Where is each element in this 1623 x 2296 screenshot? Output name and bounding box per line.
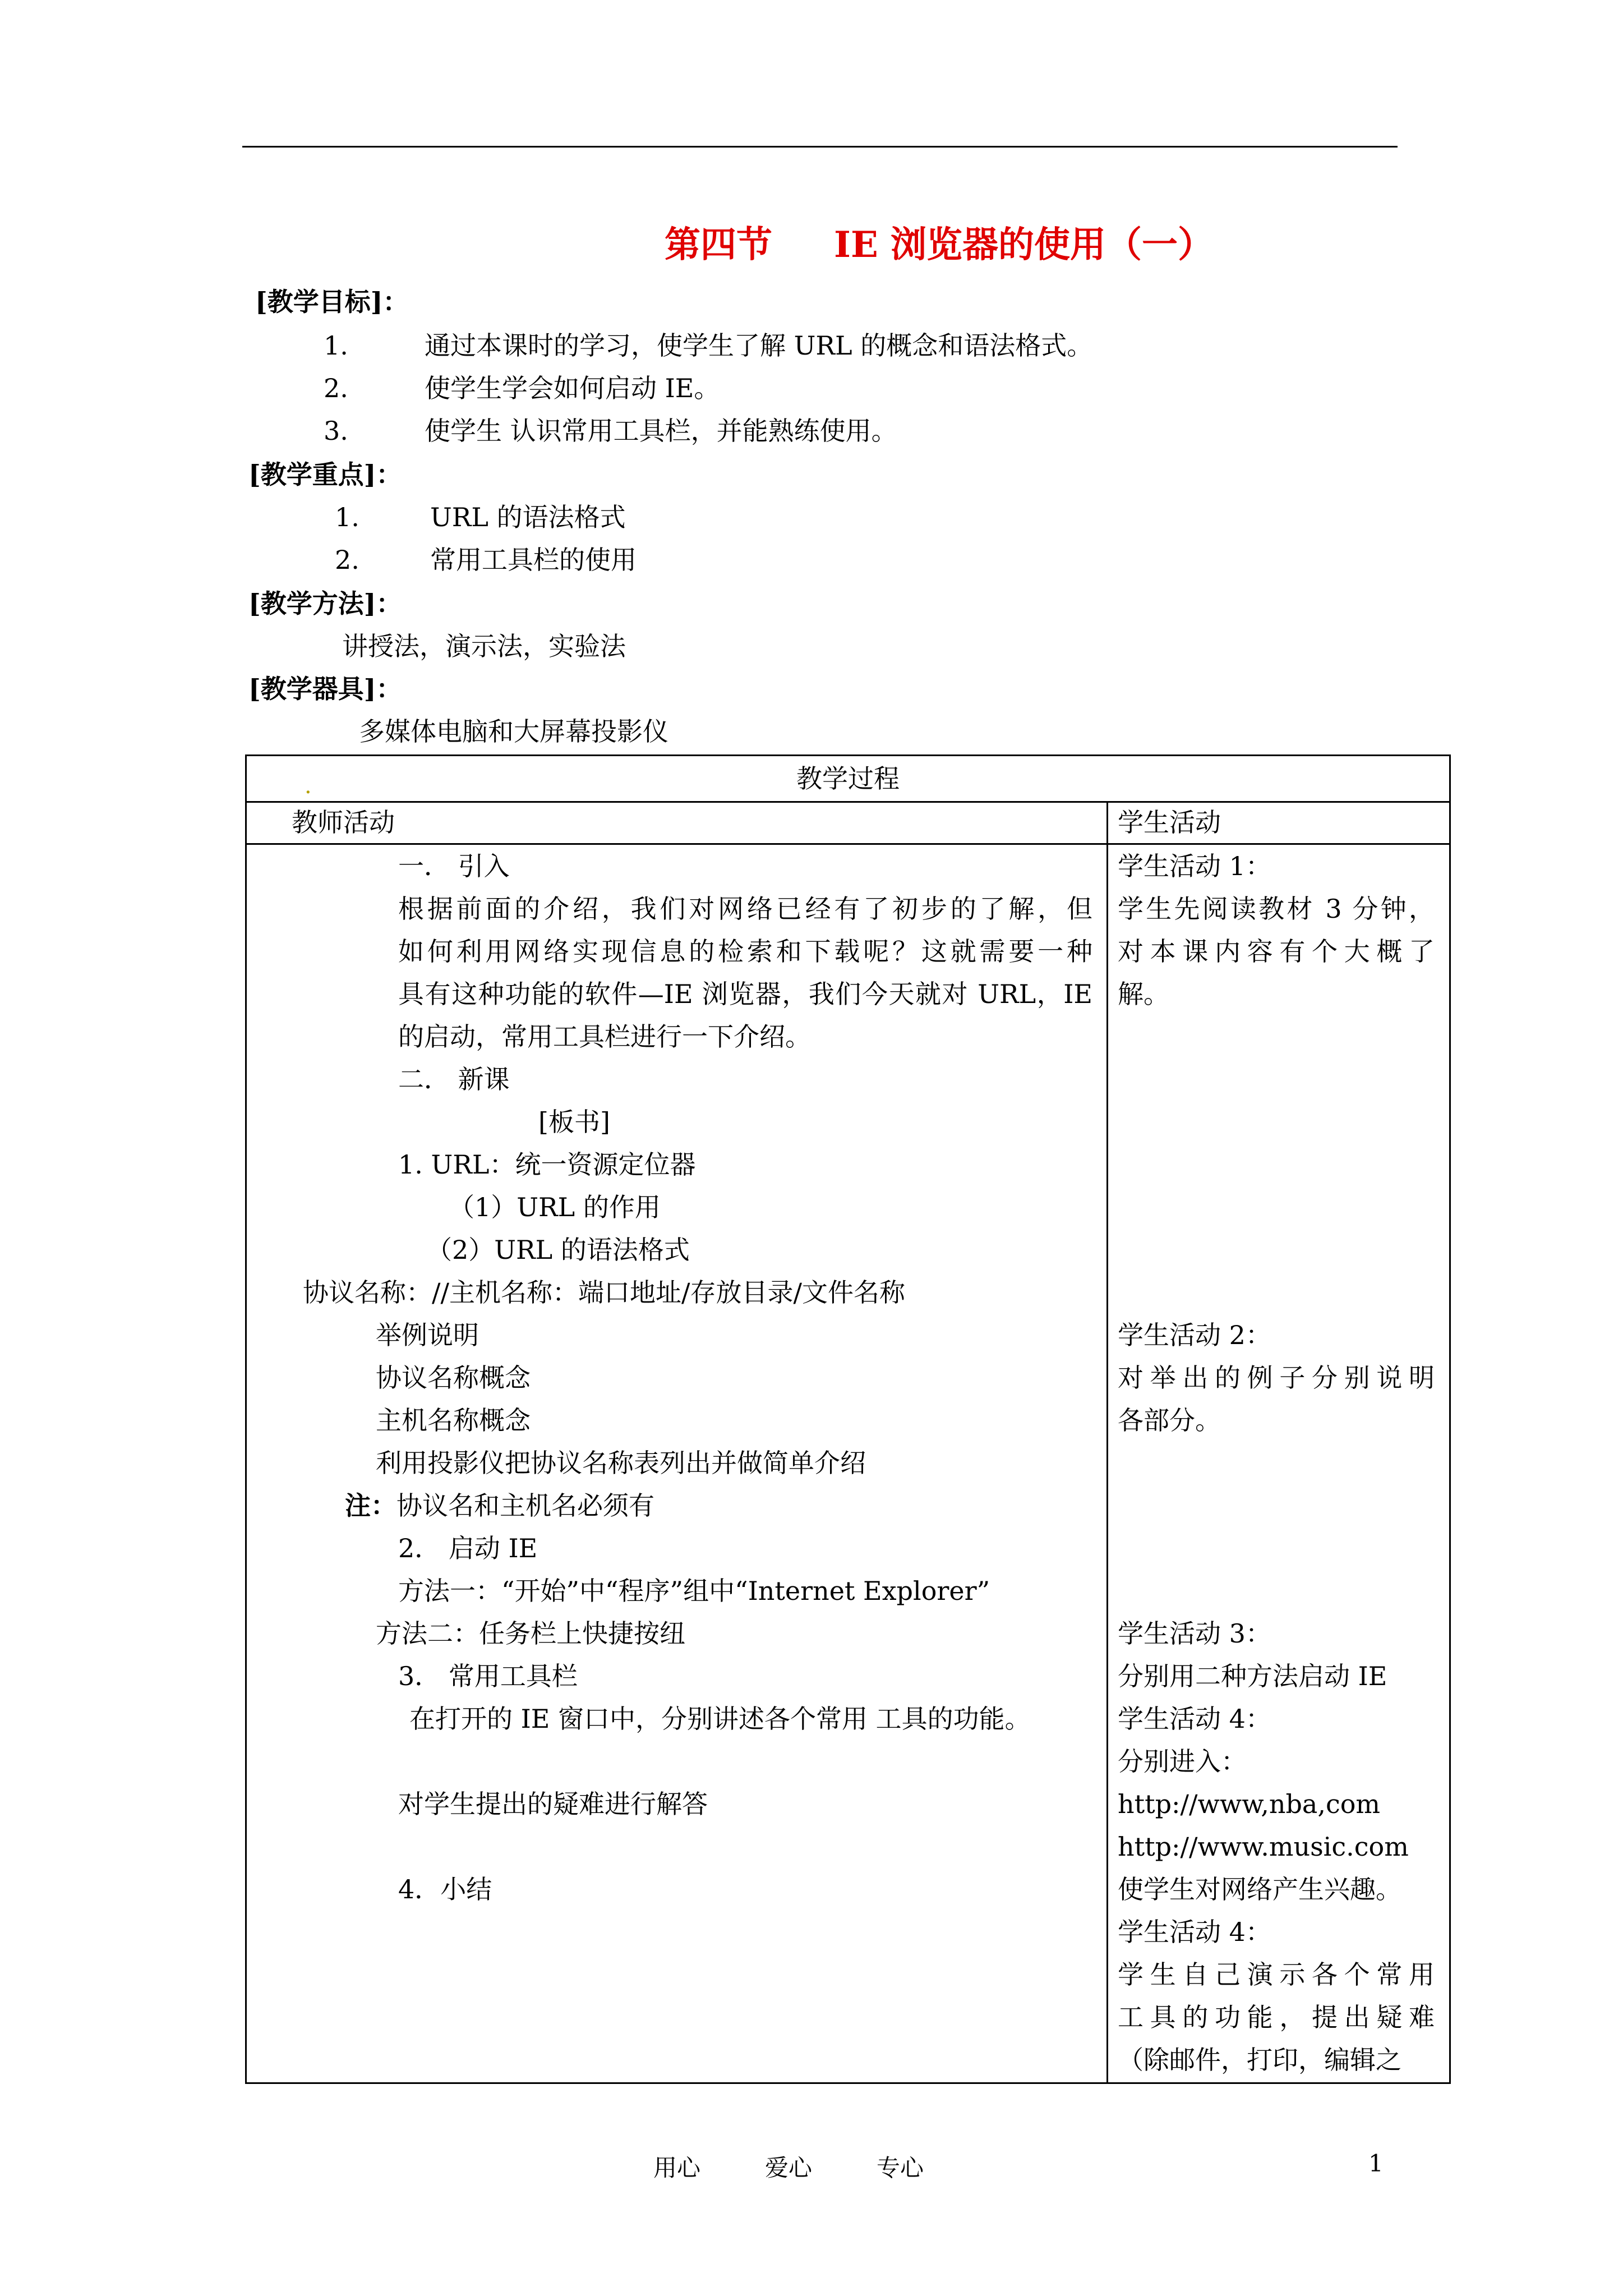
footer-motto-1: 用心 <box>653 2154 701 2182</box>
key-point-item: 1. URL 的语法格式 <box>335 502 626 532</box>
table-header: 教学过程 <box>796 763 900 794</box>
intro-line: 如何利用网络实现信息的检索和下载呢？这就需要一种 <box>398 936 1092 967</box>
student-activity-line: 对本课内容有个大概了 <box>1118 936 1435 967</box>
page-number: 1 <box>1368 2150 1384 2177</box>
title-section: 第四节 <box>665 224 772 266</box>
tools-text: 多媒体电脑和大屏幕投影仪 <box>359 716 668 747</box>
header-rule <box>242 146 1398 148</box>
summary-line: 4．小结 <box>398 1874 492 1904</box>
student-activity-title: 学生活动 1： <box>1118 851 1271 881</box>
table-column-rule <box>1106 801 1108 2082</box>
method-one: 方法一：“开始”中“程序”组中“Internet Explorer” <box>398 1576 990 1606</box>
column-header-teacher: 教师活动 <box>292 807 395 838</box>
methods-heading: [教学方法]： <box>248 588 402 619</box>
methods-text: 讲授法，演示法，实验法 <box>342 631 626 661</box>
student-activity-line: 对举出的例子分别说明 <box>1118 1363 1435 1393</box>
toolbar-text: 在打开的 IE 窗口中，分别讲述各个常用 工具的功能。 <box>409 1704 1031 1734</box>
syntax-line: 协议名称：//主机名称：端口地址/存放目录/文件名称 <box>303 1277 905 1308</box>
key-points-heading: [教学重点]： <box>248 459 402 490</box>
key-point-item: 2. 常用工具栏的使用 <box>335 545 637 575</box>
student-activity-title: 学生活动 3： <box>1118 1618 1271 1649</box>
student-activity-line: 学生自己演示各个常用 <box>1118 1959 1435 1990</box>
student-activity-line: 学生先阅读教材 3 分钟， <box>1118 894 1435 924</box>
title-topic: IE 浏览器的使用（一） <box>834 224 1214 266</box>
footer-motto-2: 爱心 <box>765 2154 813 2182</box>
student-activity-line: 解。 <box>1118 979 1169 1009</box>
objective-item: 2. 使学生学会如何启动 IE。 <box>324 373 720 403</box>
page-title <box>665 216 1214 268</box>
scan-mark: · <box>305 780 312 806</box>
table-rule <box>247 801 1449 803</box>
url-syntax: （2）URL 的语法格式 <box>426 1235 690 1265</box>
note-line <box>345 1484 654 1527</box>
start-ie-title: 2． 启动 IE <box>398 1533 538 1563</box>
example-label: 举例说明 <box>376 1320 479 1350</box>
student-activity-line: 分别用二种方法启动 IE <box>1118 1661 1387 1691</box>
url-example: http://www,nba,com <box>1118 1789 1381 1819</box>
student-activity-line: 各部分。 <box>1118 1405 1221 1435</box>
note-label: 注： <box>345 1490 396 1521</box>
method-two: 方法二：任务栏上快捷按纽 <box>376 1618 685 1649</box>
protocol-concept: 协议名称概念 <box>376 1363 531 1393</box>
student-activity-line: 工具的功能，提出疑难 <box>1118 2002 1435 2032</box>
student-activity-line: （除邮件，打印，编辑之 <box>1118 2045 1401 2075</box>
student-activity-title: 学生活动 2： <box>1118 1320 1271 1350</box>
new-lesson-title: 二． 新课 <box>398 1064 510 1094</box>
intro-line: 具有这种功能的软件—IE 浏览器，我们今天就对 URL，IE <box>398 979 1092 1009</box>
footer-motto <box>653 2150 924 2183</box>
host-concept: 主机名称概念 <box>376 1405 531 1435</box>
student-activity-line: 使学生对网络产生兴趣。 <box>1118 1874 1401 1904</box>
url-title: 1. URL：统一资源定位器 <box>398 1149 696 1180</box>
objective-item: 3. 使学生 认识常用工具栏，并能熟练使用。 <box>324 416 897 446</box>
tools-heading: [教学器具]： <box>248 674 402 704</box>
projector-line: 利用投影仪把协议名称表列出并做简单介绍 <box>376 1448 866 1478</box>
toolbar-title: 3． 常用工具栏 <box>398 1661 578 1691</box>
objective-item: 1. 通过本课时的学习，使学生了解 URL 的概念和语法格式。 <box>324 330 1093 361</box>
url-role: （1）URL 的作用 <box>449 1192 661 1222</box>
objectives-heading: [教学目标]： <box>255 287 409 317</box>
answer-line: 对学生提出的疑难进行解答 <box>398 1789 708 1819</box>
intro-line: 的启动，常用工具栏进行一下介绍。 <box>398 1022 811 1052</box>
teaching-process-table <box>245 754 1451 2084</box>
column-header-student: 学生活动 <box>1118 807 1221 838</box>
intro-title: 一． 引入 <box>398 851 510 881</box>
student-activity-title: 学生活动 4： <box>1118 1917 1271 1947</box>
note-text: 协议名和主机名必须有 <box>396 1490 654 1521</box>
footer-motto-3: 专心 <box>877 2154 924 2182</box>
url-example: http://www.music.com <box>1118 1832 1409 1862</box>
student-activity-title: 学生活动 4： <box>1118 1704 1271 1734</box>
board-label: [板书] <box>538 1107 610 1137</box>
student-activity-line: 分别进入： <box>1118 1746 1247 1777</box>
intro-line: 根据前面的介绍，我们对网络已经有了初步的了解，但 <box>398 894 1092 924</box>
